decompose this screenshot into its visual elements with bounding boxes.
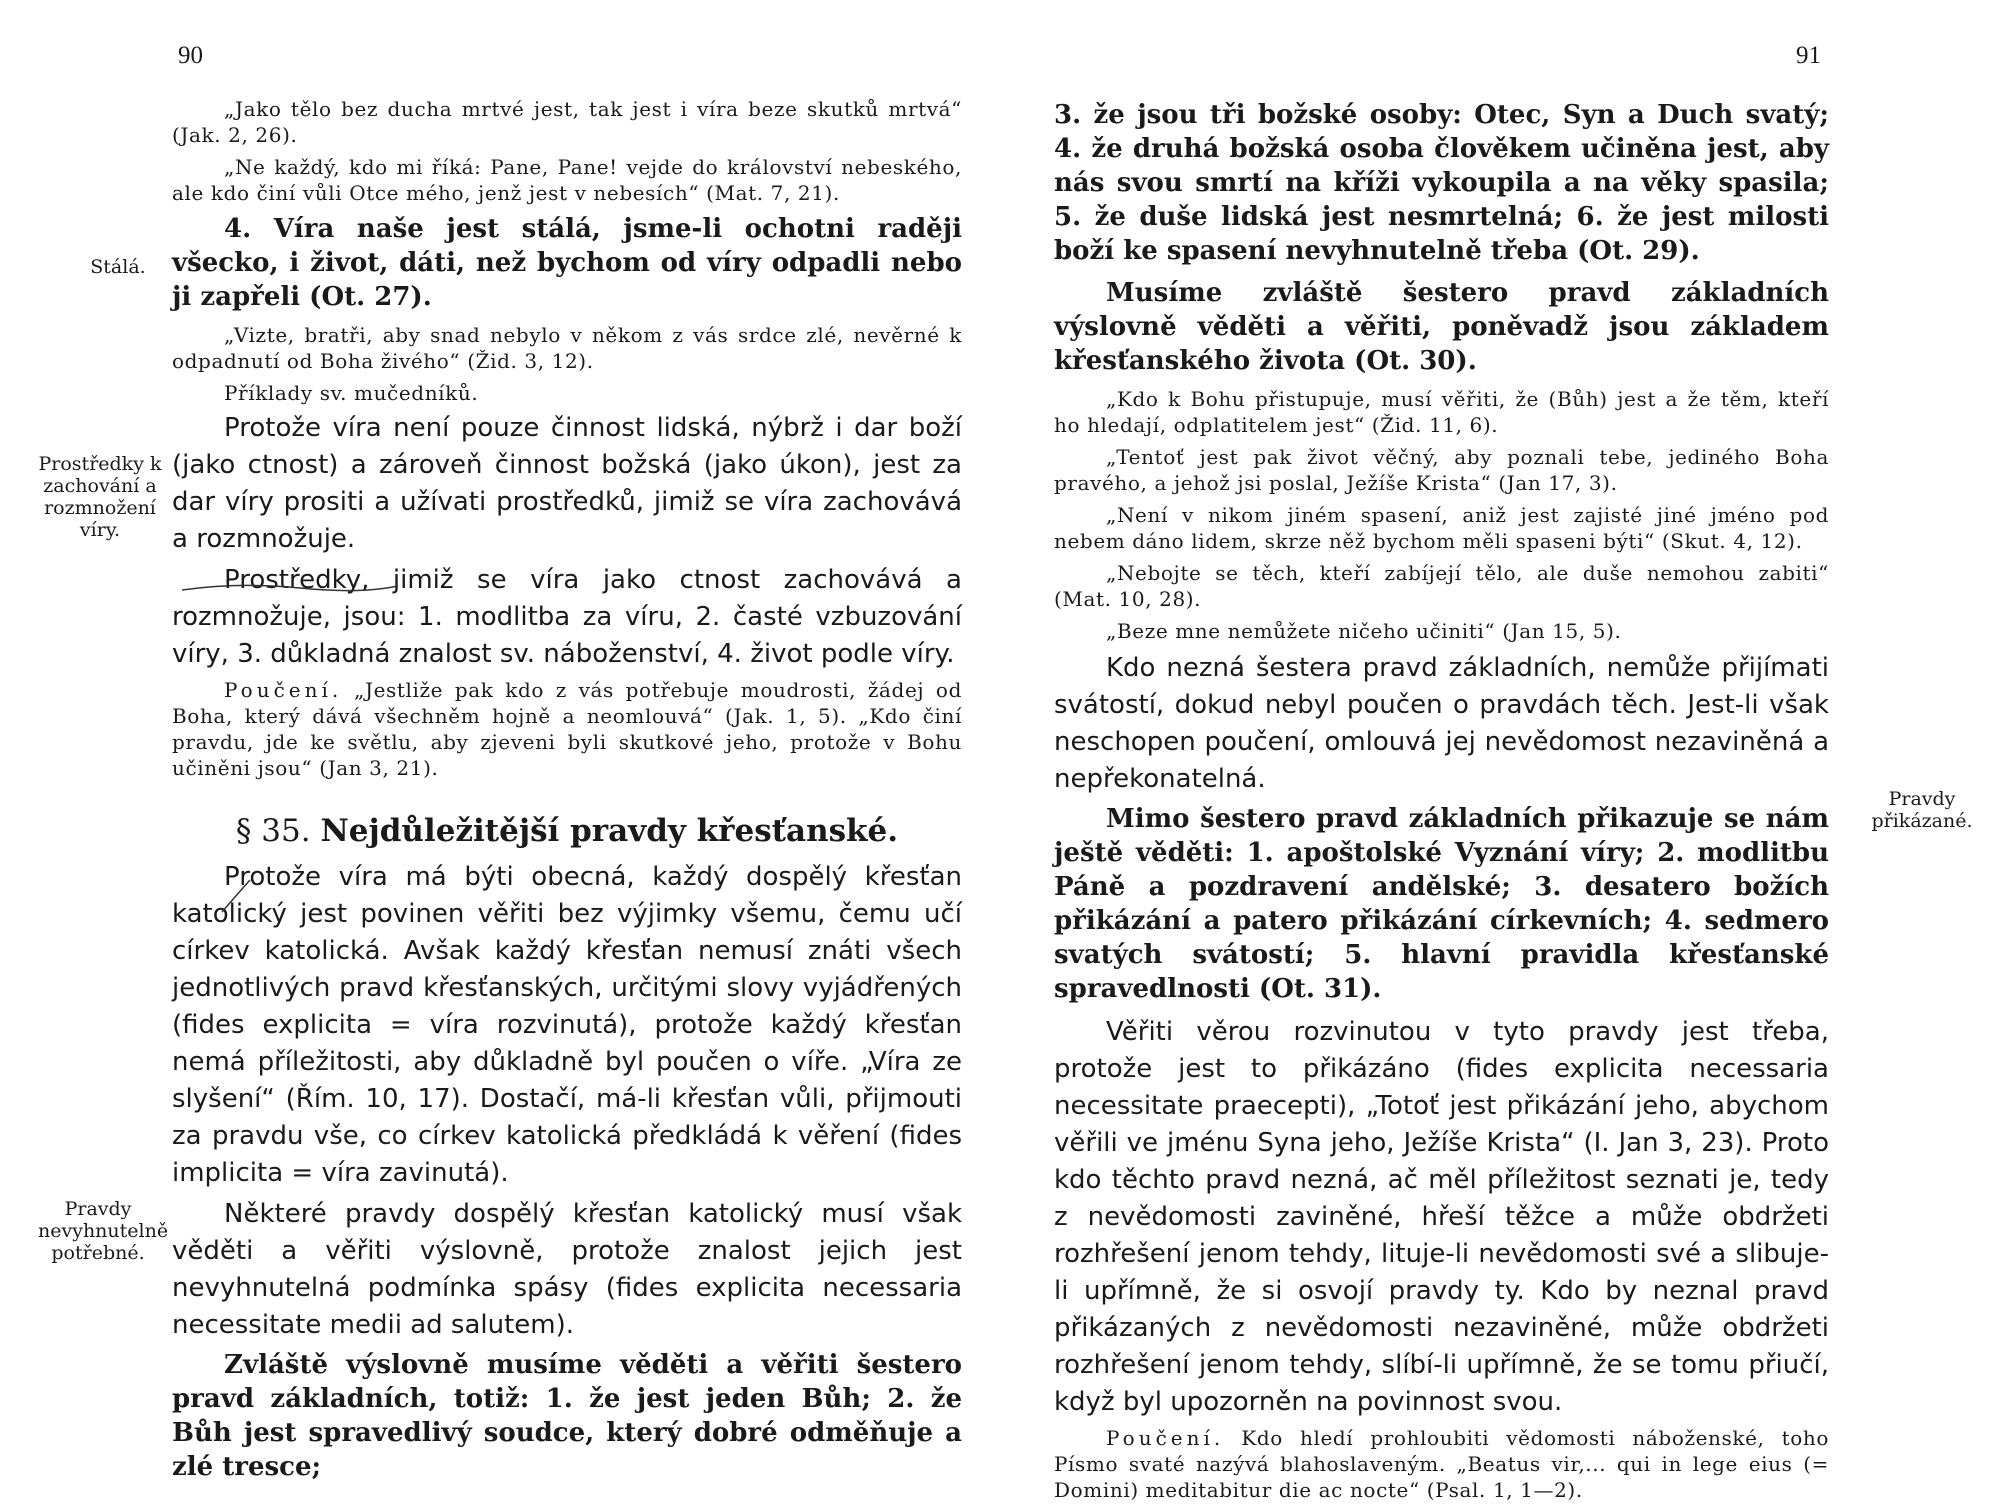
right-page <box>996 0 1992 1500</box>
pencil-underline-mark <box>180 580 400 600</box>
pouceni-label-right: Poučení. <box>1106 1426 1225 1450</box>
right-column <box>1054 96 1829 1509</box>
paragraph-obecna: Protože víra má býti obecná, každý dospělý křesťan katolický jest povinen věřiti bez výjimky všemu, čemu učí církev katolická. Avšak každý křesťan nemusí znáti všech jednotlivých pravd křesťanských, určitými slovy vyjádřených (fides explicita = víra rozvinutá), protože každý křesťan nemá příležitosti, aby důkladně byl poučen o víře. „Víra ze slyšení“ (Řím. 10, 17). Dostačí, má-li křesťan vůli, přijmouti za pravdu vše, co církev katolická předkládá k věření (fides implicita = víra zavinutá). <box>172 862 962 1188</box>
bold-zvlaste: Zvláště výslovně musíme věděti a věřiti šestero pravd základních, totiž: 1. že jest jeden Bůh; 2. že Bůh jest spravedlivý soudce, který dobré odměňuje a zlé tresce; <box>172 1350 962 1482</box>
pouceni-label: Poučení. <box>224 678 343 702</box>
examples-line: Příklady sv. mučedníků. <box>224 381 479 405</box>
bold-mimo: Mimo šestero pravd základních přikazuje se nám ještě věděti: 1. apoštolské Vyznání víry; 2. modlitbu Páně a pozdravení andělské; 3. desatero božích přikázání a patero přikázání církevních; 4. sedmero svatých svátostí; 5. hlavní pravidla křesťanské spravedlnosti (Ot. 31). <box>1054 804 1829 1004</box>
point-4-stala: 4. Víra naše jest stálá, jsme-li ochotni raději všecko, i život, dáti, než bychom od víry odpadli nebo ji zapřeli (Ot. 27). <box>172 214 962 312</box>
quote-skut-4-12: „Není v nikom jiném spasení, aniž jest zajisté jiné jméno pod nebem dáno lidem, skrze něž bychom měli spaseni býti“ (Skut. 4, 12). <box>1054 503 1829 553</box>
quote-jan-15-5: „Beze mne nemůžete ničeho učiniti“ (Jan 15, 5). <box>1106 619 1622 643</box>
paragraph-prostredky-2: Prostředky, jimiž se víra jako ctnost zachovává a rozmnožuje, jsou: 1. modlitba za víru, 2. časté vzbuzování víry, 3. důkladná znalost sv. náboženství, 4. život podle víry. <box>172 565 962 669</box>
quote-zid-11-6: „Kdo k Bohu přistupuje, musí věřiti, že (Bůh) jest a že těm, kteří ho hledají, odplatitelem jest“ (Žid. 11, 6). <box>1054 387 1829 437</box>
section-heading <box>172 811 962 851</box>
quote-mat-10-28: „Nebojte se těch, kteří zabíjejí tělo, ale duše nemohou zabiti“ (Mat. 10, 28). <box>1054 561 1829 611</box>
paragraph-prostredky-1: Protože víra není pouze činnost lidská, nýbrž i dar boží (jako ctnost) a zároveň činnost božská (jako úkon), jest za dar víry prositi a užívati prostředků, jimiž se víra zachovává a rozmnožuje. <box>172 413 962 554</box>
page-number-right: 91 <box>1796 42 1821 69</box>
page-number-left: 90 <box>178 42 203 69</box>
paragraph-nektere: Některé pravdy dospělý křesťan katolický musí však věděti a věřiti výslovně, protože znalost jejich jest nevyhnutelná podmínka spásy (fides explicita necessaria necessitate medii ad salutem). <box>172 1199 962 1340</box>
left-page <box>0 0 996 1500</box>
paragraph-kdo-nezna: Kdo nezná šestera pravd základních, nemůže přijímati svátostí, dokud nebyl poučen o pravdách těch. Jest-li však neschopen poučení, omlouvá jej nevědomost nezaviněná a nepřekonatelná. <box>1054 653 1829 794</box>
quote-jak-2-26: „Jako tělo bez ducha mrtvé jest, tak jest i víra beze skutků mrtvá“ (Jak. 2, 26). <box>172 97 962 147</box>
margin-note-prostredky: Prostředky k zachování a rozmnožení víry. <box>38 453 162 541</box>
pencil-check-mark <box>216 876 256 916</box>
quote-zid-3-12: „Vizte, bratři, aby snad nebylo v někom z vás srdce zlé, nevěrné k odpadnutí od Boha živého“ (Žid. 3, 12). <box>172 323 962 373</box>
pouceni-right <box>1054 1425 1829 1503</box>
pouceni-text: „Jestliže pak kdo z vás potřebuje moudrosti, žádej od Boha, který dává všechněm hojně a neomlouvá“ (Jak. 1, 5). „Kdo činí pravdu, jde ke světlu, aby zjeveni byli skutkové jeho, protože v Bohu učiněni jsou“ (Jan 3, 21). <box>172 678 962 780</box>
bold-continued: 3. že jsou tři božské osoby: Otec, Syn a Duch svatý; 4. že druhá božská osoba člověkem učiněna jest, aby nás svou smrtí na kříži vykoupila a na věky spasila; 5. že duše lidská jest nesmrtelná; 6. že jest milosti boží ke spasení nevyhnutelně třeba (Ot. 29). <box>1054 100 1829 266</box>
pouceni-text-right: Kdo hledí prohloubiti vědomosti náboženské, toho Písmo svaté nazývá blahoslaveným. „Beatus vir,... qui in lege eius (= Domini) meditabitur die ac nocte“ (Psal. 1, 1—2). <box>1054 1426 1829 1502</box>
section-number: § 35. <box>235 813 311 849</box>
margin-note-pravdy-prikazane: Pravdy přikázané. <box>1871 788 1973 832</box>
margin-note-pravdy-nevyhnutelne: Pravdy nevyhnutelně potřebné. <box>38 1198 169 1264</box>
left-column <box>172 96 962 1492</box>
bold-musime: Musíme zvláště šestero pravd základních výslovně věděti a věřiti, poněvadž jsou základem křesťanského života (Ot. 30). <box>1054 278 1829 376</box>
pouceni-left <box>172 677 962 781</box>
section-title: Nejdůležitější pravdy křesťanské. <box>320 813 899 849</box>
paragraph-veriti: Věřiti věrou rozvinutou v tyto pravdy jest třeba, protože jest to přikázáno (fides explicita necessaria necessitate praecepti), „Totoť jest přikázání jeho, abychom věřili ve jménu Syna jeho, Ježíše Krista“ (I. Jan 3, 23). Proto kdo těchto pravd nezná, ač měl příležitost seznati je, tedy z nevědomosti zaviněné, hřeší těžce a může obdržeti rozhřešení jenom tehdy, lituje-li nevědomosti své a slibuje-li upřímně, že si osvojí pravdy ty. Kdo by neznal pravd přikázaných z nevědomosti nezaviněné, může obdržeti rozhřešení jenom tehdy, slíbí-li upřímně, že se tomu přiučí, když byl upozorněn na povinnost svou. <box>1054 1017 1829 1417</box>
quote-mat-7-21: „Ne každý, kdo mi říká: Pane, Pane! vejde do království nebeského, ale kdo činí vůli Otce mého, jenž jest v nebesích“ (Mat. 7, 21). <box>172 155 962 205</box>
margin-note-stala: Stálá. <box>90 256 146 278</box>
quote-jan-17-3: „Tentoť jest pak život věčný, aby poznali tebe, jediného Boha pravého, a jehož jsi poslal, Ježíše Krista“ (Jan 17, 3). <box>1054 445 1829 495</box>
